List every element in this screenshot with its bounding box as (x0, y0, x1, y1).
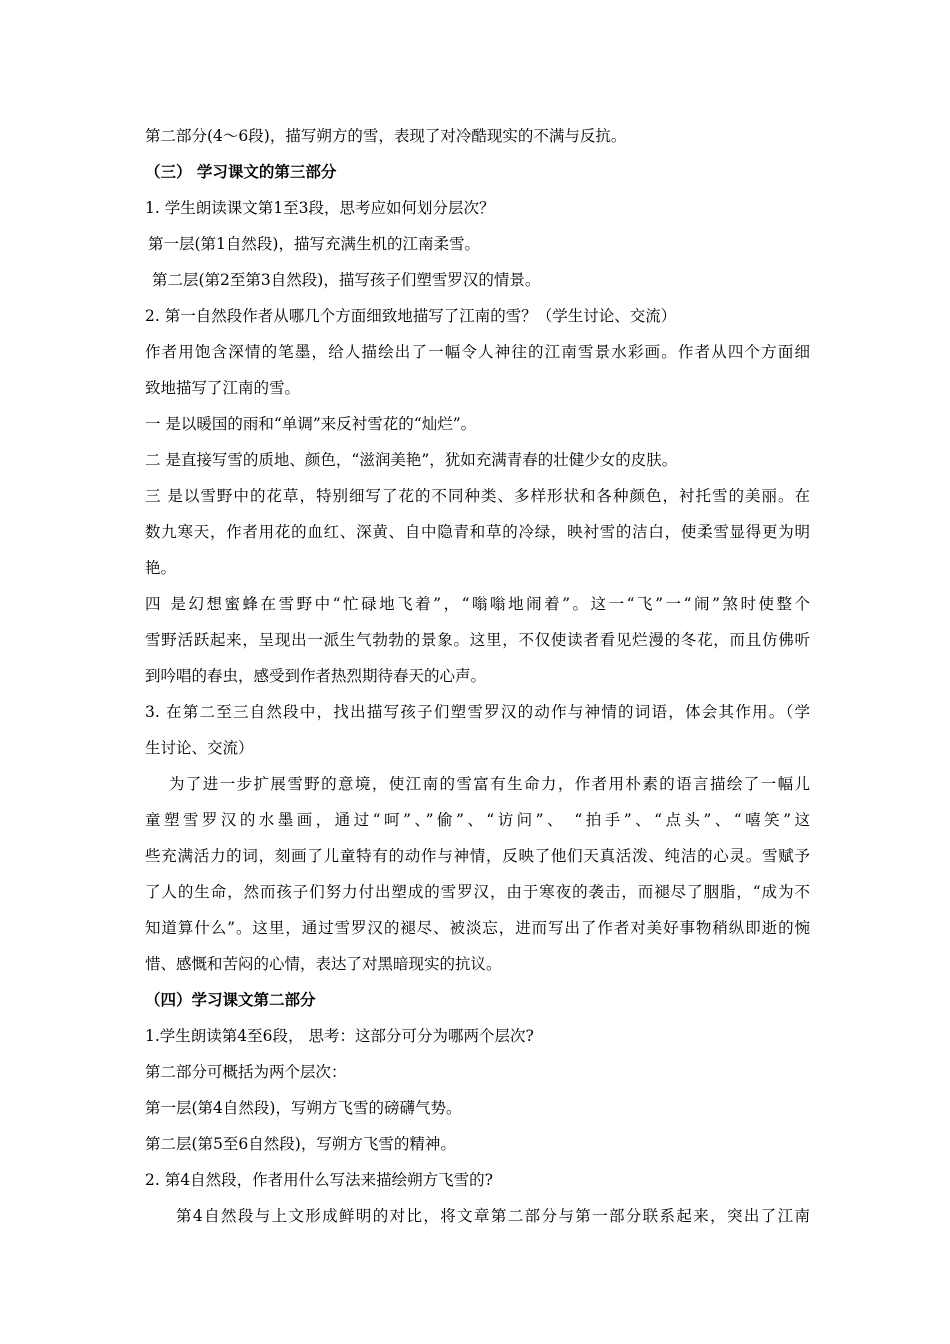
paragraph-line: 数九寒天，作者用花的血红、深黄、自中隐青和草的冷绿，映衬雪的洁白，使柔雪显得更为明 (145, 523, 810, 541)
paragraph-line: 惜、感慨和苦闷的心情，表达了对黑暗现实的抗议。 (145, 955, 502, 973)
text-line: 第一层(第1自然段)，描写充满生机的江南柔雪。 (148, 235, 480, 253)
text-line: 二 是直接写雪的质地、颜色，“滋润美艳”，犹如充满青春的壮健少女的皮肤。 (145, 451, 678, 469)
paragraph-line: 三 是以雪野中的花草，特别细写了花的不同种类、多样形状和各种颜色，衬托雪的美丽。在 (145, 487, 810, 505)
section-heading: （四）学习课文第二部分 (145, 990, 316, 1009)
paragraph-line: 致地描写了江南的雪。 (145, 379, 301, 397)
paragraph-line: 艳。 (145, 559, 177, 577)
question-line: 生讨论、交流） (145, 739, 254, 757)
paragraph-line: 第4自然段与上文形成鲜明的对比，将文章第二部分与第一部分联系起来，突出了江南 (176, 1207, 810, 1225)
text-line: 第二层(第2至第3自然段)，描写孩子们塑雪罗汉的情景。 (152, 271, 541, 289)
paragraph-line: 些充满活力的词，刻画了儿童特有的动作与神情，反映了他们天真活泼、纯洁的心灵。雪赋予 (145, 847, 810, 865)
paragraph-line: 作者用饱含深情的笔墨，给人描绘出了一幅令人神往的江南雪景水彩画。作者从四个方面细 (145, 343, 810, 361)
paragraph-line: 童塑雪罗汉的水墨画，通过“呵”、”偷”、“访问”、 “拍手”、“点头”、“嘻笑”这 (145, 811, 810, 829)
question-line: 1.学生朗读第4至6段， 思考：这部分可分为哪两个层次? (145, 1027, 534, 1045)
question-line: 2. 第一自然段作者从哪几个方面细致地描写了江南的雪？（学生讨论、交流） (145, 307, 677, 325)
paragraph-line: 四 是幻想蜜蜂在雪野中“忙碌地飞着”，“嗡嗡地闹着”。这一“飞”一“闹”煞时使整个 (145, 595, 810, 613)
question-line: 3. 在第二至三自然段中，找出描写孩子们塑雪罗汉的动作与神情的词语，体会其作用。（学 (145, 703, 810, 721)
document-page (145, 118, 810, 1234)
paragraph-line: 到吟唱的春虫，感受到作者热烈期待春天的心声。 (145, 667, 487, 685)
paragraph-line: 知道算什么”。这里，通过雪罗汉的褪尽、被淡忘，进而写出了作者对美好事物稍纵即逝的惋 (145, 919, 810, 937)
text-line: 第二部分(4～6段)，描写朔方的雪，表现了对冷酷现实的不满与反抗。 (145, 127, 627, 145)
question-line: 2. 第4自然段，作者用什么写法来描绘朔方飞雪的? (145, 1171, 493, 1189)
text-line: 一 是以暖国的雨和“单调”来反衬雪花的“灿烂”。 (145, 415, 477, 433)
text-line: 第二层(第5至6自然段)，写朔方飞雪的精神。 (145, 1135, 456, 1153)
section-heading: （三） 学习课文的第三部分 (145, 162, 337, 181)
paragraph-line: 了人的生命，然而孩子们努力付出塑成的雪罗汉，由于寒夜的袭击，而褪尽了胭脂，“成为不 (145, 883, 810, 901)
paragraph-line: 雪野活跃起来，呈现出一派生气勃勃的景象。这里，不仅使读者看见烂漫的冬花，而且仿佛听 (145, 631, 810, 649)
question-line: 1. 学生朗读课文第1至3段，思考应如何划分层次？ (145, 199, 495, 217)
text-line: 第二部分可概括为两个层次： (145, 1063, 347, 1081)
text-line: 第一层(第4自然段)，写朔方飞雪的磅礴气势。 (145, 1099, 462, 1117)
paragraph-line: 为了进一步扩展雪野的意境，使江南的雪富有生命力，作者用朴素的语言描绘了一幅儿 (169, 775, 810, 793)
